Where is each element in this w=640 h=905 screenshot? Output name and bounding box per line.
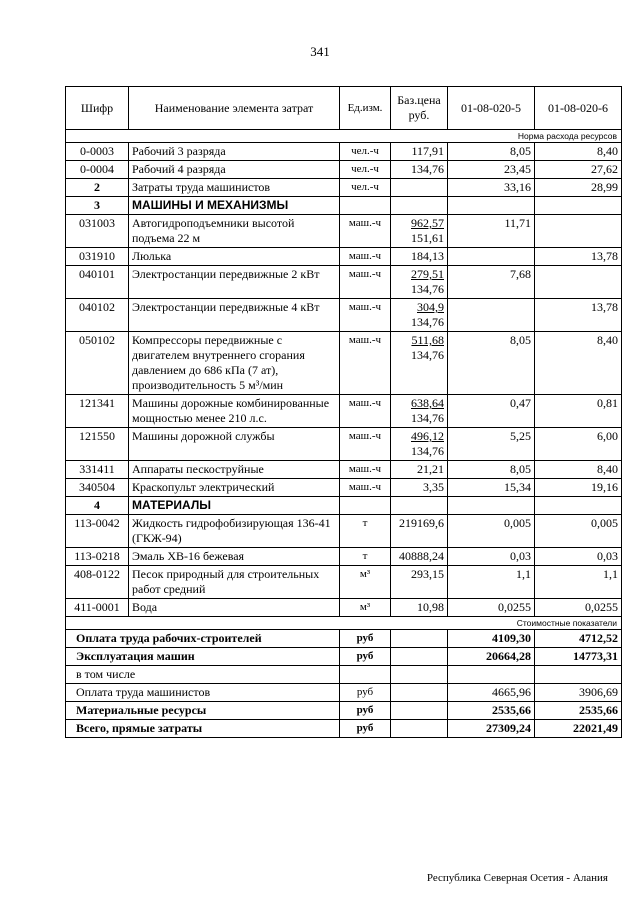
table-header-row	[66, 87, 622, 130]
value1-cell: 0,47	[448, 395, 535, 428]
code-cell: 031910	[66, 248, 129, 266]
section-code: 4	[66, 497, 129, 515]
name-cell: Аппараты пескоструйные	[129, 461, 340, 479]
total-name: Оплата труда рабочих-строителей	[66, 630, 340, 648]
price-machinist-value: 134,76	[411, 315, 444, 329]
price-machinist-value: 134,76	[411, 444, 444, 458]
table-row	[66, 299, 622, 332]
value2-cell: 22021,49	[535, 720, 622, 738]
price-value: 184,13	[411, 249, 444, 263]
price-value: 304,9	[417, 300, 444, 314]
unit-cell: маш.-ч	[340, 332, 391, 395]
totals-row	[66, 702, 622, 720]
table-row	[66, 266, 622, 299]
value2-cell: 14773,31	[535, 648, 622, 666]
unit-cell: чел.-ч	[340, 143, 391, 161]
price-cell	[391, 179, 448, 197]
empty-cell	[391, 666, 448, 684]
price-value: 21,21	[417, 462, 444, 476]
value1-cell: 4665,96	[448, 684, 535, 702]
value1-cell: 0,005	[448, 515, 535, 548]
value2-cell: 13,78	[535, 299, 622, 332]
code-cell: 0-0003	[66, 143, 129, 161]
unit-cell: м³	[340, 566, 391, 599]
empty-cell	[340, 197, 391, 215]
totals-row	[66, 648, 622, 666]
unit-cell: чел.-ч	[340, 179, 391, 197]
code-cell: 340504	[66, 479, 129, 497]
name-cell: Затраты труда машинистов	[129, 179, 340, 197]
price-cell: 293,15	[391, 566, 448, 599]
table-row	[66, 479, 622, 497]
value2-cell: 0,81	[535, 395, 622, 428]
unit-cell: т	[340, 548, 391, 566]
value1-cell	[448, 666, 535, 684]
name-cell: Электростанции передвижные 2 кВт	[129, 266, 340, 299]
price-cell	[391, 479, 448, 497]
value1-cell: 0,03	[448, 548, 535, 566]
price-machinist-value: 134,76	[411, 282, 444, 296]
table-row	[66, 599, 622, 617]
section-materials-row	[66, 497, 622, 515]
empty-cell	[340, 497, 391, 515]
value1-cell: 7,68	[448, 266, 535, 299]
section-title: МАШИНЫ И МЕХАНИЗМЫ	[129, 197, 340, 215]
unit-cell: маш.-ч	[340, 461, 391, 479]
header-name: Наименование элемента затрат	[129, 87, 340, 130]
section-title: МАТЕРИАЛЫ	[129, 497, 340, 515]
price-value: 3,35	[423, 480, 444, 494]
price-machinist-value: 134,76	[411, 411, 444, 425]
price-value: 511,68	[411, 333, 444, 347]
code-cell: 113-0042	[66, 515, 129, 548]
table-row	[66, 548, 622, 566]
price-machinist-value: 151,61	[411, 231, 444, 245]
totals-row	[66, 684, 622, 702]
header-col2: 01-08-020-6	[535, 87, 622, 130]
table-row	[66, 248, 622, 266]
value2-cell: 4712,52	[535, 630, 622, 648]
price-cell	[391, 299, 448, 332]
value1-cell: 2535,66	[448, 702, 535, 720]
value1-cell: 8,05	[448, 461, 535, 479]
price-cell: 10,98	[391, 599, 448, 617]
name-cell: Электростанции передвижные 4 кВт	[129, 299, 340, 332]
unit-cell: маш.-ч	[340, 395, 391, 428]
value1-cell	[448, 299, 535, 332]
empty-cell	[391, 648, 448, 666]
empty-cell	[535, 497, 622, 515]
value1-cell	[448, 248, 535, 266]
unit-cell: т	[340, 515, 391, 548]
price-cell	[391, 215, 448, 248]
section-code: 3	[66, 197, 129, 215]
unit-cell: маш.-ч	[340, 428, 391, 461]
unit-cell: руб	[340, 720, 391, 738]
value2-cell: 13,78	[535, 248, 622, 266]
code-cell: 121341	[66, 395, 129, 428]
empty-cell	[391, 197, 448, 215]
empty-cell	[391, 702, 448, 720]
empty-cell	[391, 497, 448, 515]
value2-cell: 1,1	[535, 566, 622, 599]
price-value: 279,51	[411, 267, 444, 281]
price-cell	[391, 395, 448, 428]
name-cell: Краскопульт электрический	[129, 479, 340, 497]
header-code: Шифр	[66, 87, 129, 130]
value2-cell: 0,0255	[535, 599, 622, 617]
table-row	[66, 428, 622, 461]
value2-cell: 0,03	[535, 548, 622, 566]
subheader-norm-row	[66, 130, 622, 143]
code-cell: 040102	[66, 299, 129, 332]
value2-cell: 3906,69	[535, 684, 622, 702]
price-cell	[391, 266, 448, 299]
code-cell: 2	[66, 179, 129, 197]
code-cell: 121550	[66, 428, 129, 461]
value2-cell: 0,005	[535, 515, 622, 548]
value2-cell: 2535,66	[535, 702, 622, 720]
value1-cell: 5,25	[448, 428, 535, 461]
name-cell: Рабочий 3 разряда	[129, 143, 340, 161]
value1-cell: 20664,28	[448, 648, 535, 666]
value1-cell: 4109,30	[448, 630, 535, 648]
price-cell: 40888,24	[391, 548, 448, 566]
section-machines-row	[66, 197, 622, 215]
name-cell: Машины дорожные комбинированные мощностью менее 210 л.с.	[129, 395, 340, 428]
resource-table	[65, 86, 622, 738]
unit-cell: руб	[340, 630, 391, 648]
unit-cell: маш.-ч	[340, 248, 391, 266]
empty-cell	[448, 197, 535, 215]
totals-row	[66, 630, 622, 648]
value1-cell: 33,16	[448, 179, 535, 197]
name-cell: Эмаль ХВ-16 бежевая	[129, 548, 340, 566]
totals-row	[66, 666, 622, 684]
footer-region: Республика Северная Осетия - Алания	[426, 872, 608, 884]
price-cell	[391, 248, 448, 266]
totals-row	[66, 720, 622, 738]
price-cell	[391, 332, 448, 395]
empty-cell	[448, 497, 535, 515]
value2-cell	[535, 666, 622, 684]
value1-cell: 8,05	[448, 332, 535, 395]
table-row	[66, 332, 622, 395]
price-value: 496,12	[411, 429, 444, 443]
value1-cell: 27309,24	[448, 720, 535, 738]
unit-cell: чел.-ч	[340, 161, 391, 179]
total-name: Оплата труда машинистов	[66, 684, 340, 702]
price-cell	[391, 461, 448, 479]
table-row	[66, 161, 622, 179]
code-cell: 408-0122	[66, 566, 129, 599]
total-name: в том числе	[66, 666, 340, 684]
subheader-label: Норма расхода ресурсов	[66, 130, 622, 143]
table-row	[66, 461, 622, 479]
empty-cell	[535, 197, 622, 215]
unit-cell: маш.-ч	[340, 266, 391, 299]
table-body	[66, 130, 622, 738]
value2-cell: 8,40	[535, 461, 622, 479]
name-cell: Компрессоры передвижные с двигателем внутреннего сгорания давлением до 686 кПа (7 ат), производительность 5 м³/мин	[129, 332, 340, 395]
value2-cell: 28,99	[535, 179, 622, 197]
unit-cell: маш.-ч	[340, 299, 391, 332]
table-row	[66, 515, 622, 548]
price-cell: 134,76	[391, 161, 448, 179]
price-cell: 219169,6	[391, 515, 448, 548]
value2-cell: 19,16	[535, 479, 622, 497]
value2-cell	[535, 215, 622, 248]
table-row	[66, 215, 622, 248]
name-cell: Люлька	[129, 248, 340, 266]
price-cell	[391, 428, 448, 461]
unit-cell: маш.-ч	[340, 479, 391, 497]
value2-cell: 27,62	[535, 161, 622, 179]
empty-cell	[391, 684, 448, 702]
value1-cell: 1,1	[448, 566, 535, 599]
price-value: 638,64	[411, 396, 444, 410]
table-row	[66, 566, 622, 599]
code-cell: 113-0218	[66, 548, 129, 566]
total-name: Эксплуатация машин	[66, 648, 340, 666]
unit-cell: м³	[340, 599, 391, 617]
value1-cell: 11,71	[448, 215, 535, 248]
unit-cell: руб	[340, 684, 391, 702]
subheader-label: Стоимостные показатели	[66, 617, 622, 630]
header-unit: Ед.изм.	[340, 87, 391, 130]
value2-cell: 6,00	[535, 428, 622, 461]
name-cell: Жидкость гидрофобизирующая 136-41 (ГКЖ-94)	[129, 515, 340, 548]
unit-cell: руб	[340, 702, 391, 720]
price-machinist-value: 134,76	[411, 348, 444, 362]
total-name: Материальные ресурсы	[66, 702, 340, 720]
value2-cell	[535, 266, 622, 299]
value2-cell: 8,40	[535, 332, 622, 395]
value1-cell: 8,05	[448, 143, 535, 161]
header-col1: 01-08-020-5	[448, 87, 535, 130]
unit-cell	[340, 666, 391, 684]
value1-cell: 23,45	[448, 161, 535, 179]
unit-cell: маш.-ч	[340, 215, 391, 248]
empty-cell	[391, 630, 448, 648]
price-value: 962,57	[411, 216, 444, 230]
header-price: Баз.цена руб.	[391, 87, 448, 130]
page-number: 341	[310, 44, 330, 59]
code-cell: 050102	[66, 332, 129, 395]
price-cell: 117,91	[391, 143, 448, 161]
code-cell: 411-0001	[66, 599, 129, 617]
machinist-row	[66, 179, 622, 197]
value2-cell: 8,40	[535, 143, 622, 161]
unit-cell: руб	[340, 648, 391, 666]
value1-cell: 15,34	[448, 479, 535, 497]
code-cell: 040101	[66, 266, 129, 299]
name-cell: Вода	[129, 599, 340, 617]
code-cell: 331411	[66, 461, 129, 479]
name-cell: Рабочий 4 разряда	[129, 161, 340, 179]
table-row	[66, 143, 622, 161]
name-cell: Машины дорожной службы	[129, 428, 340, 461]
subheader-cost-row	[66, 617, 622, 630]
name-cell: Песок природный для строительных работ средний	[129, 566, 340, 599]
name-cell: Автогидроподъемники высотой подъема 22 м	[129, 215, 340, 248]
empty-cell	[391, 720, 448, 738]
code-cell: 031003	[66, 215, 129, 248]
code-cell: 0-0004	[66, 161, 129, 179]
table-row	[66, 395, 622, 428]
value1-cell: 0,0255	[448, 599, 535, 617]
total-name: Всего, прямые затраты	[66, 720, 340, 738]
